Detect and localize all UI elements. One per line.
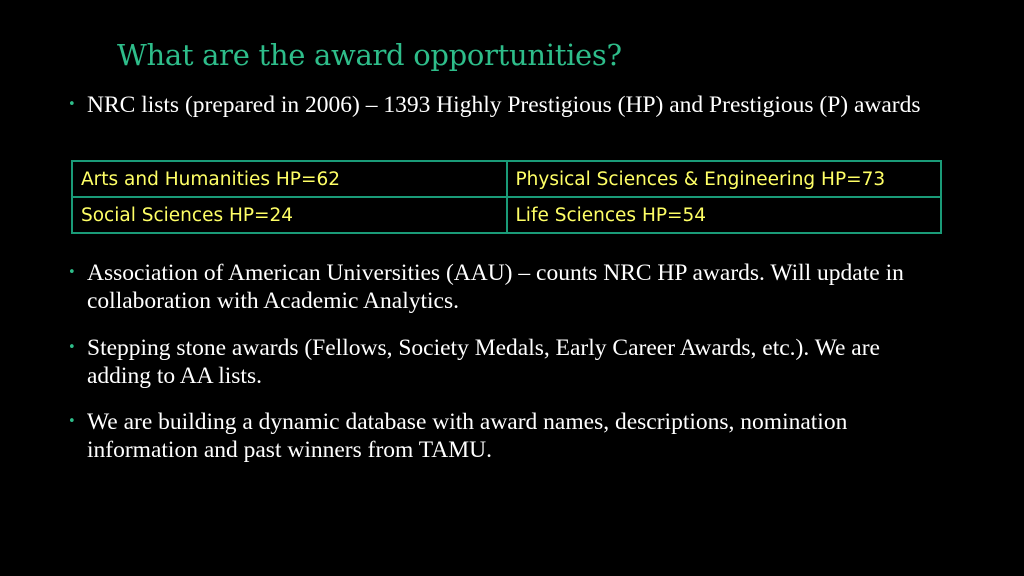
table-cell-arts-humanities: Arts and Humanities HP=62 <box>72 161 507 197</box>
table-cell-social-sciences: Social Sciences HP=24 <box>72 197 507 233</box>
bullet-marker: • <box>68 340 76 355</box>
table-cell-physical-sciences: Physical Sciences & Engineering HP=73 <box>507 161 942 197</box>
bullet-stepping-stone <box>68 334 948 390</box>
bullet-text: NRC lists (prepared in 2006) – 1393 Highly Prestigious (HP) and Prestigious (P) awards <box>87 92 921 118</box>
table-row <box>72 161 941 197</box>
bullet-marker: • <box>68 97 76 112</box>
bullet-database <box>68 408 948 464</box>
awards-table <box>71 160 942 234</box>
bullet-text: We are building a dynamic database with award names, descriptions, nomination information and past winners from TAMU. <box>87 409 848 463</box>
table-row <box>72 197 941 233</box>
table-cell-life-sciences: Life Sciences HP=54 <box>507 197 942 233</box>
bullet-marker: • <box>68 414 76 429</box>
bullet-aau <box>68 259 948 315</box>
bullet-text: Stepping stone awards (Fellows, Society Medals, Early Career Awards, etc.). We are adding to AA lists. <box>87 335 880 389</box>
slide-title: What are the award opportunities? <box>117 38 622 72</box>
bullet-nrc-lists <box>68 91 948 119</box>
bullet-marker: • <box>68 265 76 280</box>
bullet-text: Association of American Universities (AAU) – counts NRC HP awards. Will update in collaboration with Academic Analytics. <box>87 260 904 314</box>
